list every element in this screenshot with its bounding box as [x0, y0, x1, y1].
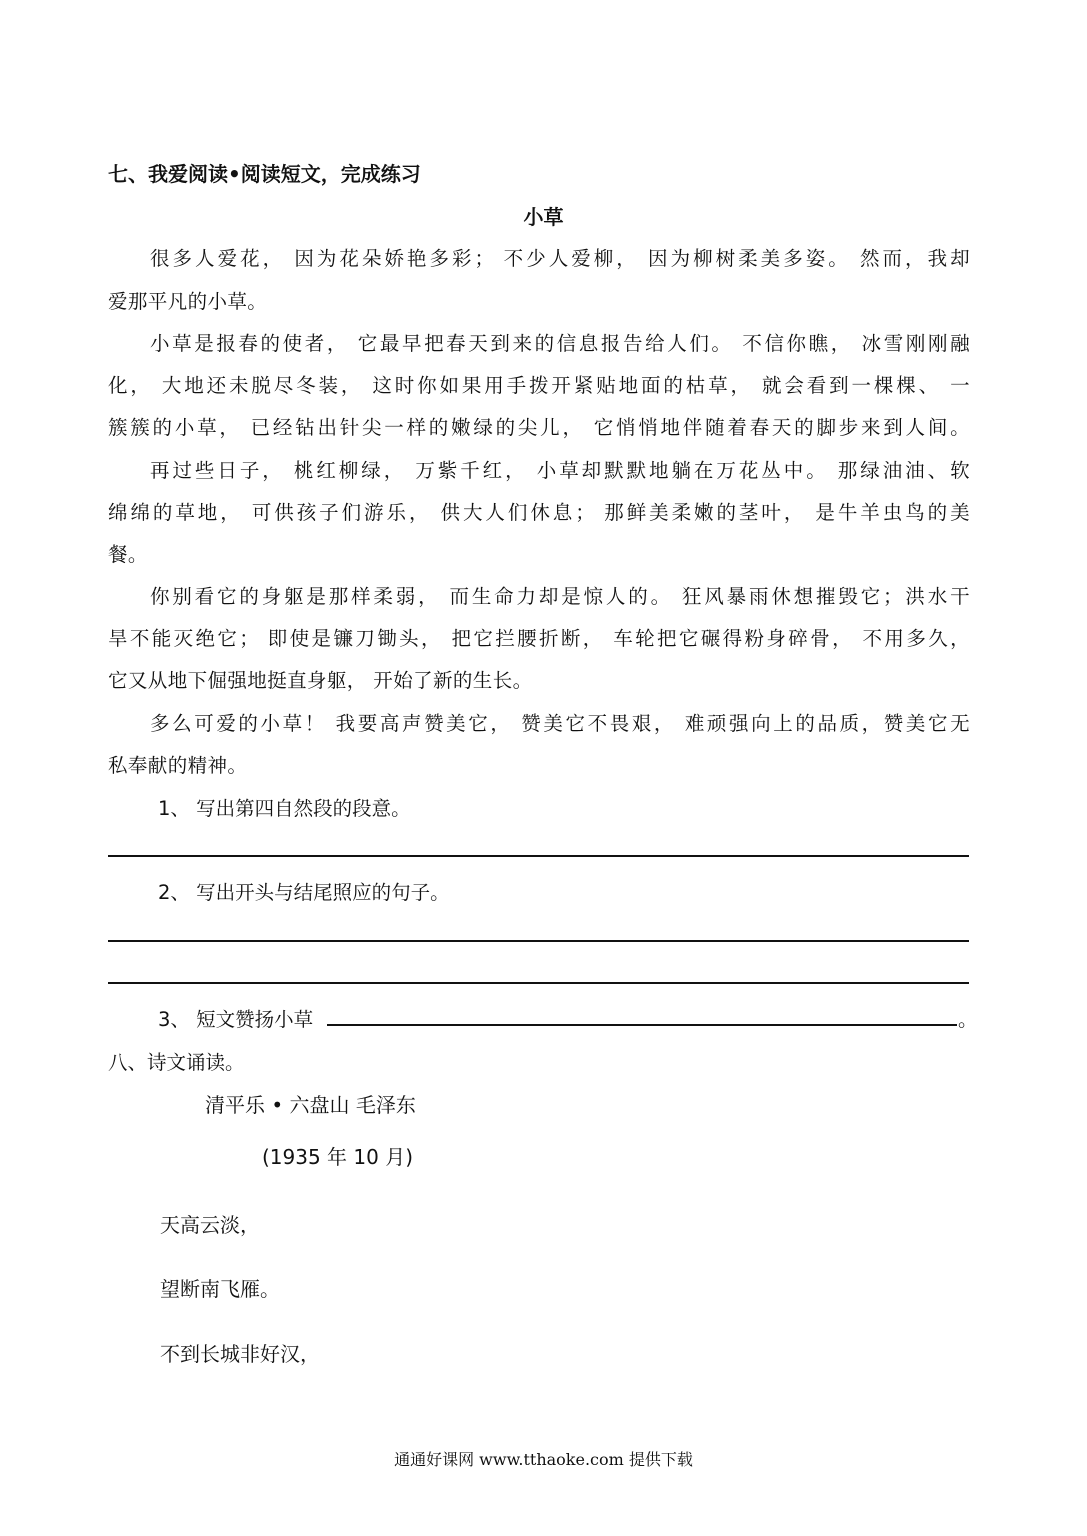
- story-title: 小草: [523, 205, 564, 229]
- question-3-period: 。: [958, 1008, 978, 1031]
- passage-line: 多么可爱的小草！ 我要高声赞美它， 赞美它不畏艰， 难顽强向上的品质，赞美它无: [150, 712, 970, 735]
- passage-line: 旱不能灭绝它； 即使是镰刀锄头， 把它拦腰折断， 车轮把它碾得粉身碎骨， 不用多久，: [108, 627, 970, 650]
- answer-blank-3[interactable]: [327, 1024, 957, 1026]
- passage-line: 小草是报春的使者， 它最早把春天到来的信息报告给人们。 不信你瞧， 冰雪刚刚融: [150, 332, 970, 355]
- passage-line: 你别看它的身躯是那样柔弱， 而生命力却是惊人的。 狂风暴雨休想摧毁它；洪水干: [150, 585, 970, 608]
- section-8-heading: 八、诗文诵读。: [108, 1051, 245, 1074]
- answer-line-2a[interactable]: [108, 940, 969, 942]
- answer-line-2b[interactable]: [108, 982, 969, 984]
- passage-line: 它又从地下倔强地挺直身躯， 开始了新的生长。: [108, 669, 533, 692]
- passage-line: 再过些日子， 桃红柳绿， 万紫千红， 小草却默默地躺在万花丛中。 那绿油油、软: [150, 459, 970, 482]
- footer-watermark: 通通好课网 www.tthaoke.com 提供下载: [394, 1450, 693, 1469]
- passage-line: 绵绵的草地， 可供孩子们游乐， 供大人们休息； 那鲜美柔嫩的茎叶， 是牛羊虫鸟的美: [108, 501, 970, 524]
- section-7-heading: 七、我爱阅读•阅读短文，完成练习: [108, 162, 421, 186]
- passage-line: 私奉献的精神。: [108, 754, 248, 777]
- poem-line: 望断南飞雁。: [160, 1277, 280, 1301]
- poem-title: 清平乐 • 六盘山 毛泽东: [205, 1093, 416, 1117]
- poem-line: 不到长城非好汉，: [160, 1342, 320, 1366]
- answer-line-1[interactable]: [108, 855, 969, 857]
- poem-date: (1935 年 10 月): [262, 1145, 414, 1169]
- poem-line: 天高云淡，: [160, 1213, 260, 1237]
- passage-line: 簇簇的小草， 已经钻出针尖一样的嫩绿的尖儿， 它悄悄地伴随着春天的脚步来到人间。: [108, 416, 970, 439]
- question-3: 3、 短文赞扬小草: [158, 1008, 314, 1031]
- passage-line: 很多人爱花， 因为花朵娇艳多彩； 不少人爱柳， 因为柳树柔美多姿。 然而，我却: [150, 247, 970, 270]
- passage-line: 化， 大地还未脱尽冬装， 这时你如果用手拨开紧贴地面的枯草， 就会看到一棵棵、 一: [108, 374, 970, 397]
- question-1: 1、 写出第四自然段的段意。: [158, 797, 411, 820]
- passage-line: 爱那平凡的小草。: [108, 290, 268, 313]
- question-2: 2、 写出开头与结尾照应的句子。: [158, 881, 450, 904]
- passage-line: 餐。: [108, 543, 148, 566]
